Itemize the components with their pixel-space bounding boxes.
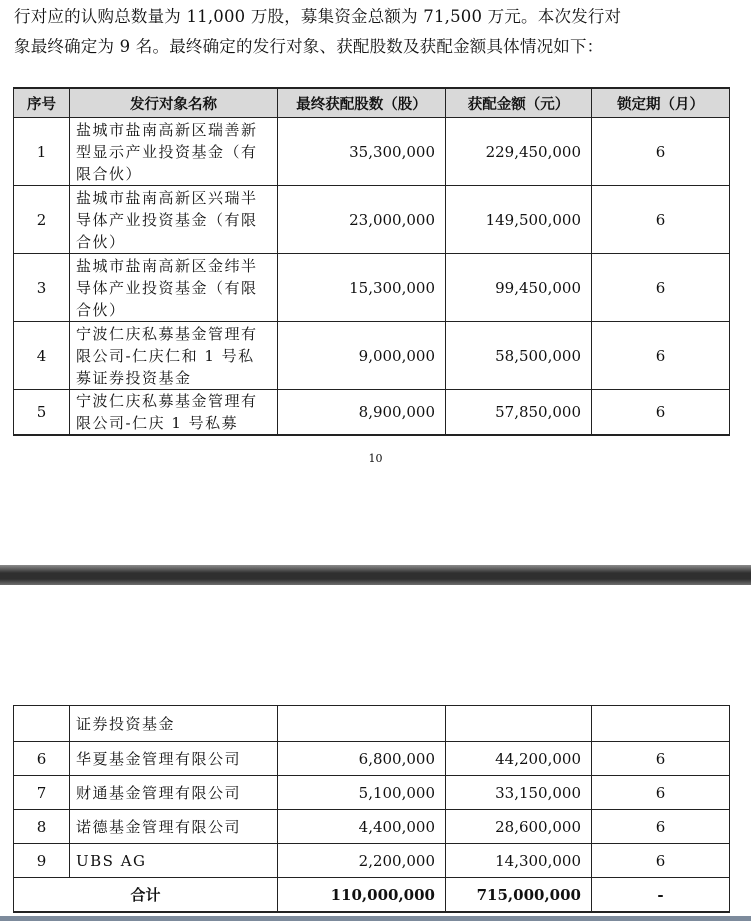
row-shares: 6,800,000: [278, 742, 446, 776]
table-row: [14, 186, 730, 254]
row-no: 4: [14, 322, 70, 390]
row-name: 盐城市盐南高新区兴瑞半导体产业投资基金（有限合伙）: [70, 186, 278, 254]
allocation-table-part-1: [13, 87, 730, 436]
row-lock: 6: [592, 118, 730, 186]
row-lock: 6: [592, 844, 730, 878]
document-page-bottom: [0, 585, 751, 921]
row-name: 诺德基金管理有限公司: [70, 810, 278, 844]
row-no: 9: [14, 844, 70, 878]
header-name: 发行对象名称: [70, 88, 278, 118]
header-shares: 最终获配股数（股）: [278, 88, 446, 118]
row-lock: 6: [592, 254, 730, 322]
intro-paragraph: [14, 2, 738, 62]
table-row-continuation: [14, 706, 730, 742]
intro-line-1: 行对应的认购总数量为 11,000 万股，募集资金总额为 71,500 万元。本次发行对: [14, 7, 622, 26]
row-lock: 6: [592, 742, 730, 776]
row-no: 8: [14, 810, 70, 844]
viewer-bottom-edge: [0, 916, 751, 921]
row-lock: 6: [592, 186, 730, 254]
row-amount: 58,500,000: [446, 322, 592, 390]
row-lock: 6: [592, 810, 730, 844]
row-no: 6: [14, 742, 70, 776]
row-name: 盐城市盐南高新区瑞善新型显示产业投资基金（有限合伙）: [70, 118, 278, 186]
table-row: [14, 776, 730, 810]
table-row: [14, 810, 730, 844]
total-shares: 110,000,000: [278, 878, 446, 913]
row-shares: 5,100,000: [278, 776, 446, 810]
row-amount: 229,450,000: [446, 118, 592, 186]
row-shares: 9,000,000: [278, 322, 446, 390]
row-no: 3: [14, 254, 70, 322]
row-lock: 6: [592, 776, 730, 810]
row-amount: 149,500,000: [446, 186, 592, 254]
row-no: 2: [14, 186, 70, 254]
table-row: [14, 742, 730, 776]
row-amount: 28,600,000: [446, 810, 592, 844]
intro-line-2: 象最终确定为 9 名。最终确定的发行对象、获配股数及获配金额具体情况如下：: [14, 37, 604, 56]
row-lock: 6: [592, 322, 730, 390]
row-name-continuation: 证券投资基金: [70, 706, 278, 742]
row-shares: 15,300,000: [278, 254, 446, 322]
row-name: 宁波仁庆私募基金管理有限公司-仁庆仁和 1 号私募证券投资基金: [70, 322, 278, 390]
total-lock: -: [592, 878, 730, 913]
page-number: 10: [368, 452, 383, 465]
row-amount: 44,200,000: [446, 742, 592, 776]
page-separator: [0, 565, 751, 585]
row-name: 华夏基金管理有限公司: [70, 742, 278, 776]
row-no: 1: [14, 118, 70, 186]
total-label: 合计: [14, 878, 278, 913]
row-shares: 35,300,000: [278, 118, 446, 186]
row-shares: 23,000,000: [278, 186, 446, 254]
table-row: [14, 254, 730, 322]
header-amount: 获配金额（元）: [446, 88, 592, 118]
table-row: [14, 390, 730, 436]
row-lock: 6: [592, 390, 730, 436]
table-header-row: [14, 88, 730, 118]
row-shares: 2,200,000: [278, 844, 446, 878]
row-amount: 33,150,000: [446, 776, 592, 810]
allocation-table-part-2: [13, 705, 730, 913]
header-lock: 锁定期（月）: [592, 88, 730, 118]
row-amount: 14,300,000: [446, 844, 592, 878]
row-no: 5: [14, 390, 70, 436]
row-name: 盐城市盐南高新区金纬半导体产业投资基金（有限合伙）: [70, 254, 278, 322]
row-name: 宁波仁庆私募基金管理有限公司-仁庆 1 号私募: [70, 390, 278, 436]
row-name: 财通基金管理有限公司: [70, 776, 278, 810]
table-total-row: [14, 878, 730, 913]
table-row: [14, 322, 730, 390]
row-shares: 8,900,000: [278, 390, 446, 436]
row-amount: 99,450,000: [446, 254, 592, 322]
row-no: 7: [14, 776, 70, 810]
total-amount: 715,000,000: [446, 878, 592, 913]
row-amount: 57,850,000: [446, 390, 592, 436]
table-row: [14, 118, 730, 186]
row-name: UBS AG: [70, 844, 278, 878]
row-shares: 4,400,000: [278, 810, 446, 844]
header-no: 序号: [14, 88, 70, 118]
table-row: [14, 844, 730, 878]
